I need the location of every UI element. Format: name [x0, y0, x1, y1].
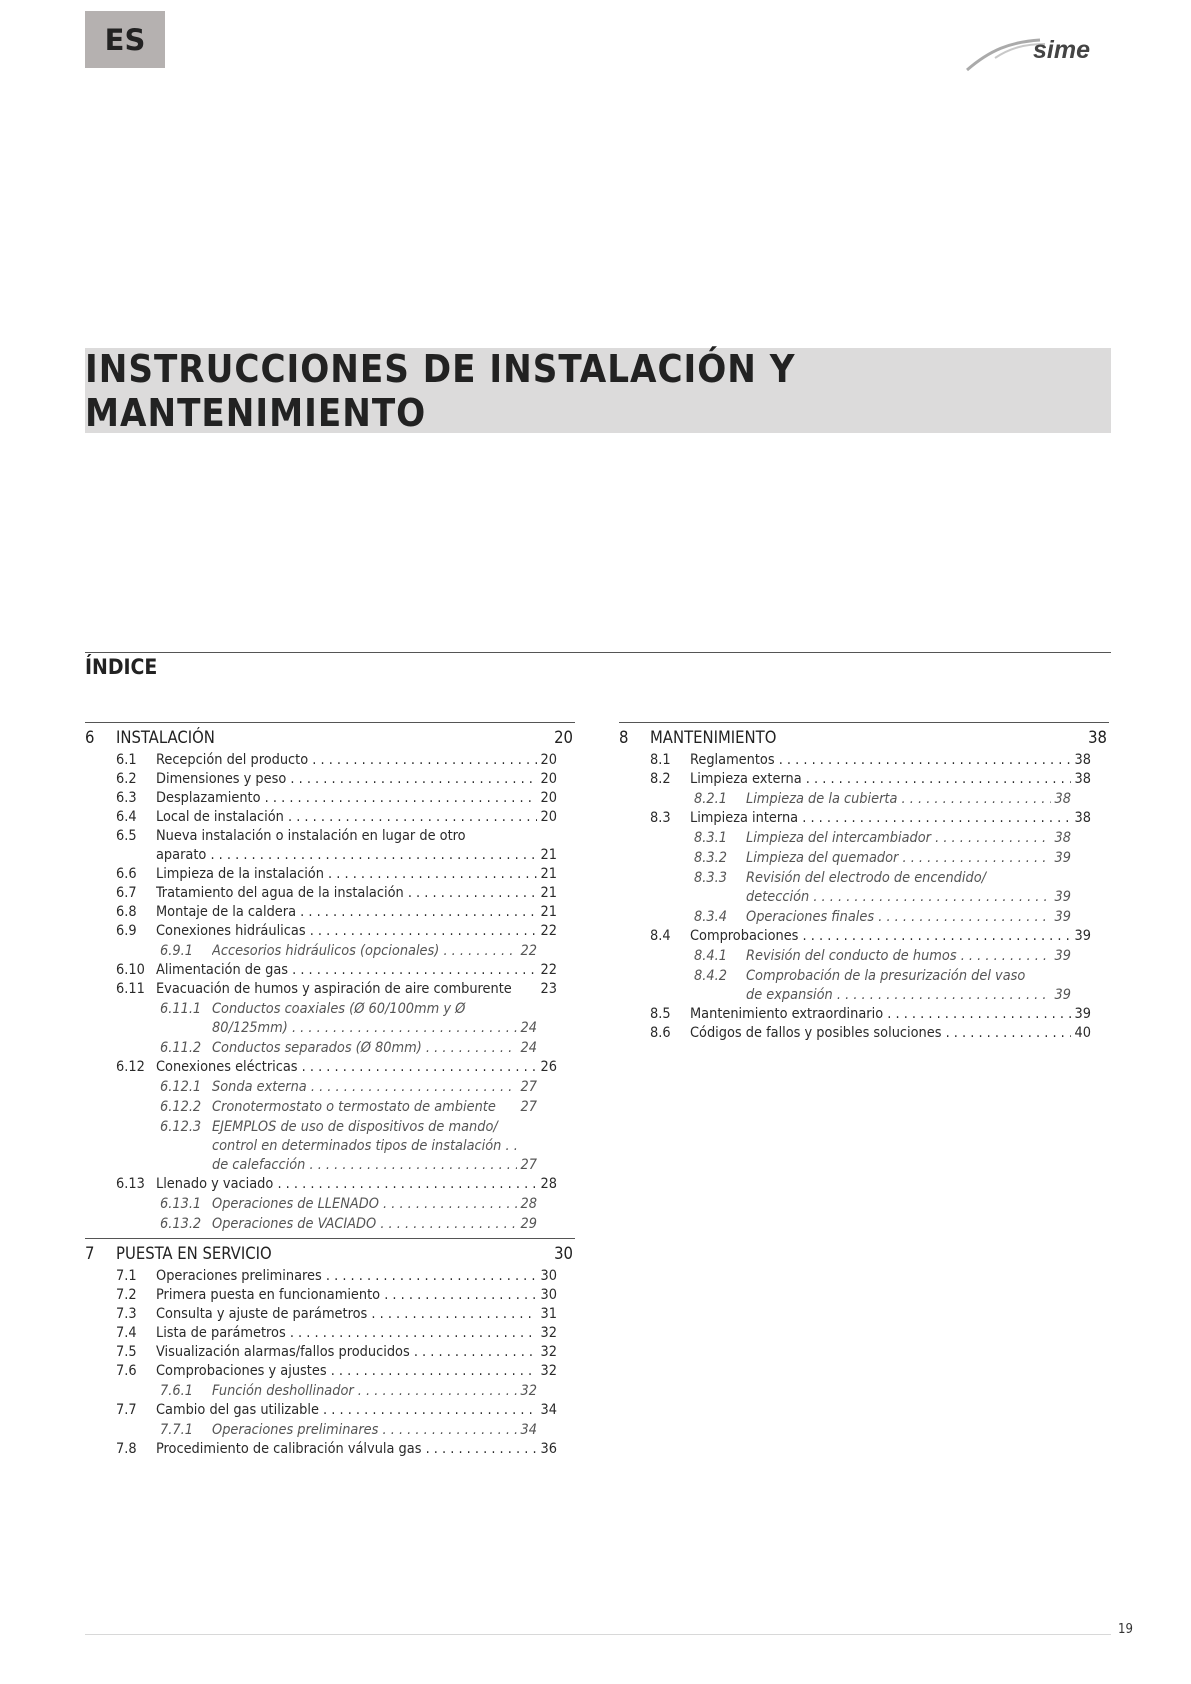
chapter-heading[interactable]: 7 PUESTA EN SERVICIO 30	[85, 1243, 573, 1263]
toc-subentry[interactable]: 7.6.1 Función deshollinador . . . 32	[85, 1382, 575, 1401]
toc-subentry[interactable]: 6.12.2 Cronotermostato o termostato de ambiente 27	[160, 1099, 537, 1115]
toc-entry[interactable]: 6.4 Local de instalación . . . 20	[85, 808, 575, 827]
toc-subentry-continuation[interactable]: control en determinados tipos de instalación . . .	[85, 1137, 575, 1156]
toc-chapter-7	[85, 1238, 575, 1459]
toc-subentry-continuation[interactable]: 80/125mm) . . . 24	[85, 1019, 575, 1038]
toc-subentry[interactable]: 8.3.2 Limpieza del quemador . . . 39	[619, 849, 1109, 868]
toc-entry[interactable]: 6.12 Conexiones eléctricas . . . 26	[85, 1058, 575, 1077]
toc-entry[interactable]: 6.5 Nueva instalación o instalación en lugar de otro	[116, 828, 466, 844]
page-title: INSTRUCCIONES DE INSTALACIÓN Y MANTENIMIENTO	[85, 346, 796, 435]
language-badge: ES	[85, 11, 165, 68]
toc-entry[interactable]: 6.3 Desplazamiento . . . 20	[85, 789, 575, 808]
toc-subentry[interactable]: 8.2.1 Limpieza de la cubierta . . . 38	[619, 790, 1109, 809]
index-rule	[85, 652, 1111, 653]
toc-subentry-continuation[interactable]: detección . . . 39	[619, 888, 1109, 907]
toc-chapter-8	[619, 722, 1109, 1043]
toc-subentry[interactable]: 8.4.2 Comprobación de la presurización del vaso	[694, 968, 1026, 984]
toc-entry[interactable]: 7.7 Cambio del gas utilizable . . . 34	[85, 1401, 575, 1420]
toc-entry[interactable]: 8.3 Limpieza interna . . . 38	[619, 809, 1109, 828]
toc-entry[interactable]: 6.13 Llenado y vaciado . . . 28	[85, 1175, 575, 1194]
brand-text: sime	[1033, 36, 1090, 64]
toc-subentry[interactable]: 8.4.1 Revisión del conducto de humos . . . 39	[619, 947, 1109, 966]
index-title: ÍNDICE	[85, 655, 158, 679]
chapter-heading[interactable]: 6 INSTALACIÓN 20	[85, 727, 573, 747]
title-band	[85, 348, 1111, 433]
toc-entry[interactable]: 8.4 Comprobaciones . . . 39	[619, 927, 1109, 946]
toc-subentry[interactable]: 6.11.2 Conductos separados (Ø 80mm) . . . 24	[85, 1039, 575, 1058]
toc-entry[interactable]: 8.6 Códigos de fallos y posibles soluciones . . . 40	[619, 1024, 1109, 1043]
page-number: 19	[1118, 1622, 1133, 1637]
footer-rule	[85, 1634, 1111, 1635]
toc-left-column	[85, 722, 575, 1463]
toc-entry[interactable]: 8.2 Limpieza externa . . . 38	[619, 770, 1109, 789]
toc-subentry[interactable]: 8.3.3 Revisión del electrodo de encendido/	[694, 870, 987, 886]
toc-entry[interactable]: 7.5 Visualización alarmas/fallos producidos . . . 32	[85, 1343, 575, 1362]
toc-subentry[interactable]: 6.11.1 Conductos coaxiales (Ø 60/100mm y Ø	[160, 1001, 466, 1017]
toc-entry[interactable]: 6.8 Montaje de la caldera . . . 21	[85, 903, 575, 922]
toc-subentry[interactable]: 6.13.1 Operaciones de LLENADO . . . 28	[85, 1195, 575, 1214]
toc-entry[interactable]: 6.9 Conexiones hidráulicas . . . 22	[85, 922, 575, 941]
toc-entry[interactable]: 7.1 Operaciones preliminares . . . 30	[85, 1267, 575, 1286]
toc-subentry-continuation[interactable]: de expansión . . . 39	[619, 986, 1109, 1005]
toc-entry[interactable]: 6.1 Recepción del producto . . . 20	[85, 751, 575, 770]
toc-entry[interactable]: 7.8 Procedimiento de calibración válvula gas . . . 36	[85, 1440, 575, 1459]
toc-entry[interactable]: 7.4 Lista de parámetros . . . 32	[85, 1324, 575, 1343]
toc-subentry[interactable]: 6.13.2 Operaciones de VACIADO . . . 29	[85, 1215, 575, 1234]
toc-subentry[interactable]: 8.3.4 Operaciones finales . . . 39	[619, 908, 1109, 927]
toc-chapter-6	[85, 722, 575, 1234]
sime-logo	[965, 22, 1110, 74]
toc-entry[interactable]: 8.5 Mantenimiento extraordinario . . . 39	[619, 1005, 1109, 1024]
toc-subentry-continuation[interactable]: de calefacción . . . 27	[85, 1156, 575, 1175]
toc-right-column	[619, 722, 1109, 1047]
chapter-heading[interactable]: 8 MANTENIMIENTO 38	[619, 727, 1107, 747]
toc-entry[interactable]: 6.7 Tratamiento del agua de la instalación . . . 21	[85, 884, 575, 903]
toc-subentry[interactable]: 6.9.1 Accesorios hidráulicos (opcionales) . . . 22	[85, 942, 575, 961]
toc-entry[interactable]: 7.2 Primera puesta en funcionamiento . . . 30	[85, 1286, 575, 1305]
toc-entry[interactable]: 6.2 Dimensiones y peso . . . 20	[85, 770, 575, 789]
toc-entry-continuation[interactable]: aparato . . . 21	[85, 846, 575, 865]
toc-entry[interactable]: 7.3 Consulta y ajuste de parámetros . . . 31	[85, 1305, 575, 1324]
toc-subentry[interactable]: 6.12.3 EJEMPLOS de uso de dispositivos de mando/	[160, 1119, 498, 1135]
toc-entry[interactable]: 6.10 Alimentación de gas . . . 22	[85, 961, 575, 980]
toc-entry[interactable]: 7.6 Comprobaciones y ajustes . . . 32	[85, 1362, 575, 1381]
toc-subentry[interactable]: 6.12.1 Sonda externa . . . 27	[85, 1078, 575, 1097]
toc-subentry[interactable]: 7.7.1 Operaciones preliminares . . . 34	[85, 1421, 575, 1440]
toc-entry[interactable]: 8.1 Reglamentos . . . 38	[619, 751, 1109, 770]
toc-subentry[interactable]: 8.3.1 Limpieza del intercambiador . . . 38	[619, 829, 1109, 848]
toc-entry[interactable]: 6.6 Limpieza de la instalación . . . 21	[85, 865, 575, 884]
toc-entry[interactable]: 6.11 Evacuación de humos y aspiración de aire comburente 23	[116, 981, 557, 997]
